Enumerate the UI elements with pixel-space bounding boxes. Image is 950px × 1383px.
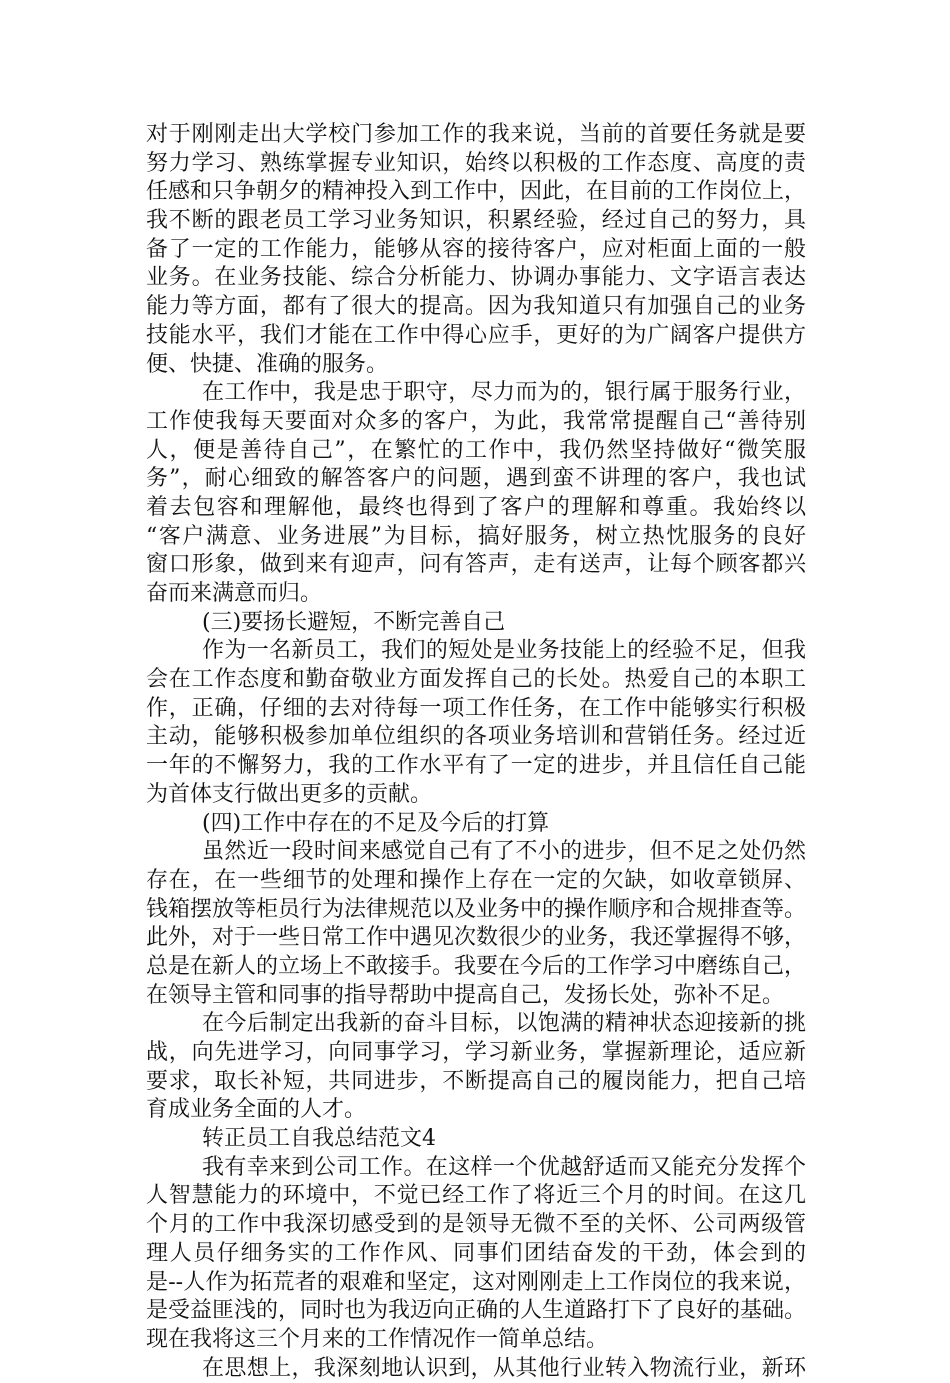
text-line: 便、快捷、准确的服务。 (146, 351, 389, 377)
text-line: 任感和只争朝夕的精神投入到工作中，因此，在目前的工作岗位上， (146, 179, 807, 205)
text-line: 总是在新人的立场上不敢接手。我要在今后的工作学习中磨练自己， (146, 953, 807, 979)
text-line: 作为一名新员工，我们的短处是业务技能上的经验不足，但我 (202, 638, 806, 664)
text-line: 业务。在业务技能、综合分析能力、协调办事能力、文字语言表达 (146, 265, 806, 291)
text-line: 我不断的跟老员工学习业务知识，积累经验，经过自己的努力，具 (146, 208, 806, 234)
text-line: 现在我将这三个月来的工作情况作一简单总结。 (146, 1326, 609, 1352)
text-line: 是--人作为拓荒者的艰难和坚定，这对刚刚走上工作岗位的我来说， (146, 1269, 806, 1295)
text-line: 是受益匪浅的，同时也为我迈向正确的人生道路打下了良好的基础。 (146, 1298, 807, 1324)
text-line: 人智慧能力的环境中，不觉已经工作了将近三个月的时间。在这几 (146, 1183, 806, 1209)
text-line: 钱箱摆放等柜员行为法律规范以及业务中的操作顺序和合规排查等。 (146, 896, 807, 922)
text-line: 人，便是善待自己”，在繁忙的工作中，我仍然坚持做好“微笑服 (146, 437, 806, 463)
text-line: 虽然近一段时间来感觉自己有了不小的进步，但不足之处仍然 (202, 839, 806, 865)
text-line: 我有幸来到公司工作。在这样一个优越舒适而又能充分发挥个 (202, 1154, 806, 1180)
text-line: 能力等方面，都有了很大的提高。因为我知道只有加强自己的业务 (146, 294, 806, 320)
text-line: 理人员仔细务实的工作作风、同事们团结奋发的干劲，体会到的 (146, 1240, 806, 1266)
text-line: 为首体支行做出更多的贡献。 (146, 781, 433, 807)
text-line: 在今后制定出我新的奋斗目标，以饱满的精神状态迎接新的挑 (202, 1011, 806, 1037)
text-line: 作，正确，仔细的去对待每一项工作任务，在工作中能够实行积极 (146, 695, 806, 721)
text-line: 转正员工自我总结范文4 (202, 1126, 436, 1152)
text-line: 技能水平，我们才能在工作中得心应手，更好的为广阔客户提供方 (146, 322, 806, 348)
text-line: 此外，对于一些日常工作中遇见次数很少的业务，我还掌握得不够， (146, 925, 807, 951)
text-line: 务”，耐心细致的解答客户的问题，遇到蛮不讲理的客户，我也试 (146, 466, 806, 492)
text-line: 个月的工作中我深切感受到的是领导无微不至的关怀、公司两级管 (146, 1212, 806, 1238)
text-line: “客户满意、业务进展”为目标，搞好服务，树立热忱服务的良好 (146, 523, 806, 549)
text-line: 会在工作态度和勤奋敬业方面发挥自己的长处。热爱自己的本职工 (146, 667, 806, 693)
text-line: 战，向先进学习，向同事学习，学习新业务，掌握新理论，适应新 (146, 1040, 806, 1065)
text-line: 在思想上，我深刻地认识到，从其他行业转入物流行业，新环 (202, 1355, 806, 1381)
text-line: 对于刚刚走出大学校门参加工作的我来说，当前的首要任务就是要 (146, 122, 806, 147)
text-line: 着去包容和理解他，最终也得到了客户的理解和尊重。我始终以 (146, 494, 806, 520)
text-line: 窗口形象，做到来有迎声，问有答声，走有送声，让每个顾客都兴 (146, 552, 806, 578)
text-line: 要求，取长补短，共同进步，不断提高自己的履岗能力，把自己培 (146, 1068, 806, 1094)
text-line: 工作使我每天要面对众多的客户，为此，我常常提醒自己“善待别 (146, 408, 806, 434)
text-line: (三)要扬长避短，不断完善自己 (202, 609, 506, 635)
text-line: 育成业务全面的人才。 (146, 1097, 367, 1123)
text-line: 努力学习、熟练掌握专业知识，始终以积极的工作态度、高度的责 (146, 150, 806, 176)
text-line: 在领导主管和同事的指导帮助中提高自己，发扬长处，弥补不足。 (146, 982, 785, 1008)
text-line: 存在，在一些细节的处理和操作上存在一定的欠缺，如收章锁屏、 (146, 867, 806, 893)
text-line: 奋而来满意而归。 (146, 581, 323, 606)
text-line: (四)工作中存在的不足及今后的打算 (202, 810, 550, 836)
document-body (146, 121, 806, 1383)
text-line: 一年的不懈努力，我的工作水平有了一定的进步，并且信任自己能 (146, 753, 806, 779)
text-line: 主动，能够积极参加单位组织的各项业务培训和营销任务。经过近 (146, 724, 806, 750)
text-line: 在工作中，我是忠于职守，尽力而为的，银行属于服务行业， (202, 380, 806, 406)
text-line: 备了一定的工作能力，能够从容的接待客户，应对柜面上面的一般 (146, 236, 806, 262)
